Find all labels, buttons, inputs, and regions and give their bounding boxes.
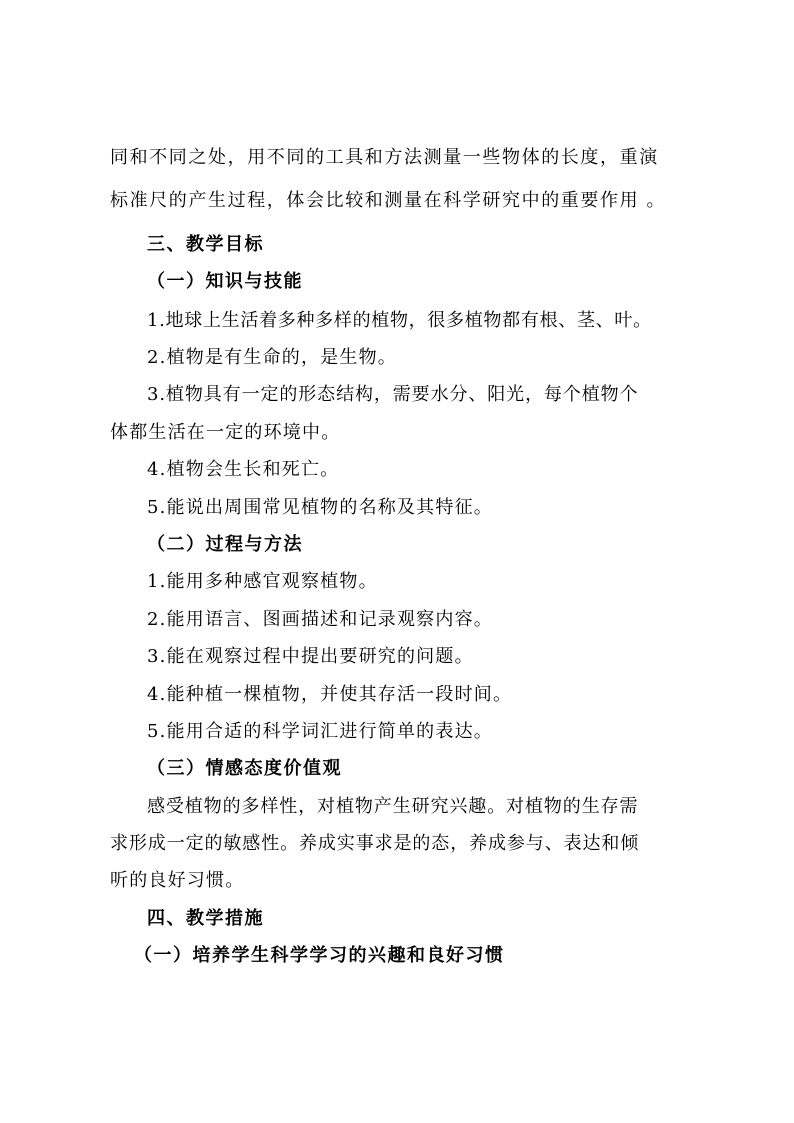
- attitude-line-2: 求形成一定的敏感性。养成实事求是的态，养成参与、表达和倾: [110, 833, 640, 854]
- attitude-line-1: 感受植物的多样性，对植物产生研究兴趣。对植物的生存需: [147, 796, 639, 817]
- knowledge-item-3-continuation: 体都生活在一定的环境中。: [110, 422, 341, 443]
- knowledge-item-3: 3.植物具有一定的形态结构，需要水分、阳光，每个植物个: [147, 384, 639, 405]
- intro-line-1: 同和不同之处，用不同的工具和方法测量一些物体的长度，重演: [110, 147, 659, 168]
- knowledge-item-5: 5.能说出周围常见植物的名称及其特征。: [147, 497, 493, 518]
- process-item-5: 5.能用合适的科学词汇进行简单的表达。: [147, 721, 493, 742]
- process-item-3: 3.能在观察过程中提出要研究的问题。: [147, 646, 474, 667]
- section-3-part-3-title: （三）情感态度价值观: [147, 758, 342, 779]
- intro-line-2: 标准尺的产生过程，体会比较和测量在科学研究中的重要作用 。: [110, 190, 667, 211]
- section-3-heading: 三、教学目标: [147, 234, 264, 255]
- attitude-line-3: 听的良好习惯。: [110, 870, 245, 891]
- section-3-part-2-title: （二）过程与方法: [147, 534, 303, 555]
- knowledge-item-2: 2.植物是有生命的，是生物。: [147, 347, 397, 368]
- section-4-part-1-title: （一）培养学生科学学习的兴趣和良好习惯: [134, 945, 505, 966]
- knowledge-item-4: 4.植物会生长和死亡。: [147, 459, 340, 480]
- section-4-heading: 四、教学措施: [147, 908, 264, 929]
- process-item-1: 1.能用多种感官观察植物。: [147, 571, 378, 592]
- process-item-2: 2.能用语言、图画描述和记录观察内容。: [147, 609, 493, 630]
- section-3-part-1-title: （一）知识与技能: [147, 271, 303, 292]
- process-item-4: 4.能种植一棵植物，并使其存活一段时间。: [147, 684, 513, 705]
- knowledge-item-1: 1.地球上生活着多种多样的植物，很多植物都有根、茎、叶。: [147, 310, 652, 331]
